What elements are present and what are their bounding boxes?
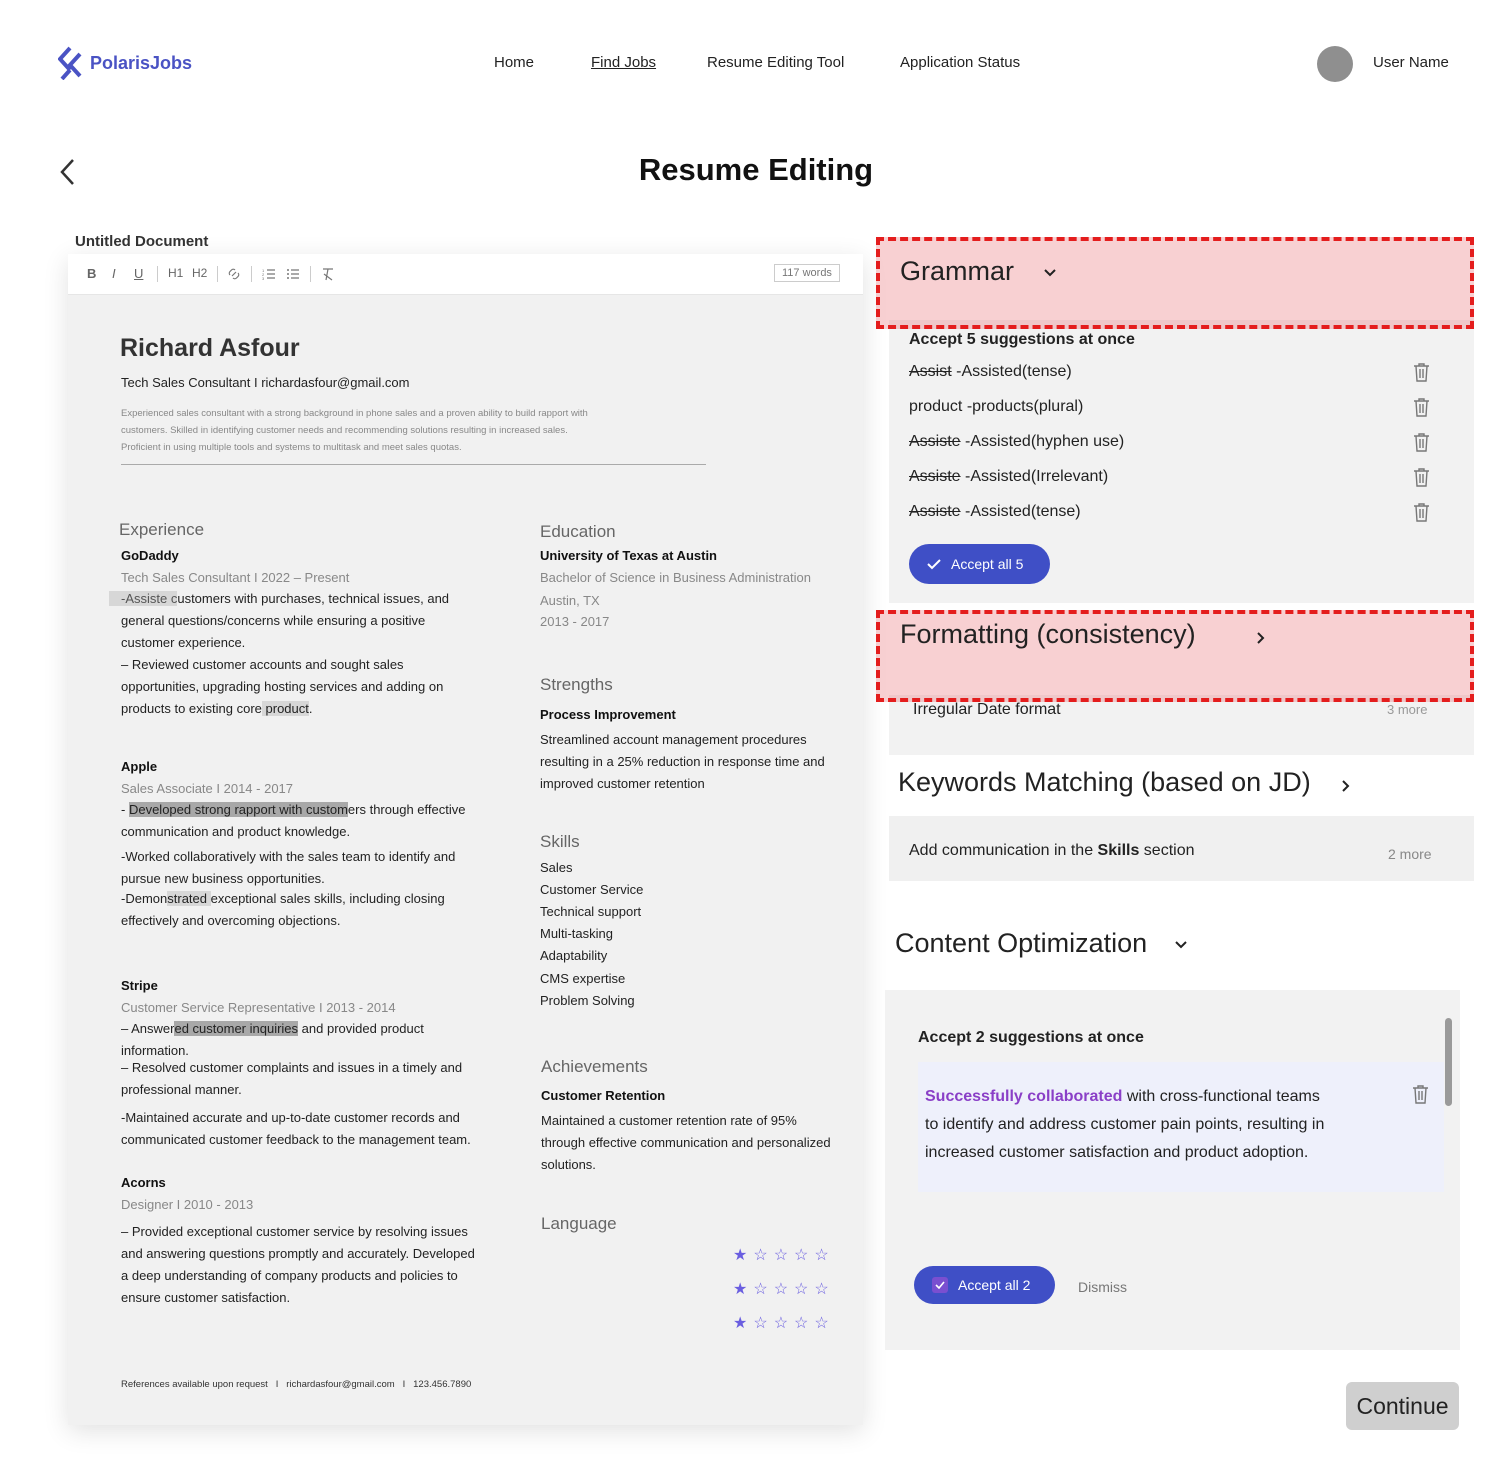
achievement-line: solutions. (541, 1157, 596, 1172)
grammar-suggestion[interactable]: Assist -Assisted(tense) (909, 363, 1072, 380)
experience-line: general questions/concerns while ensuring a positive (121, 613, 426, 628)
continue-button[interactable]: Continue (1346, 1382, 1459, 1430)
checkbox-checked-icon (932, 1277, 948, 1293)
trash-icon[interactable] (1413, 363, 1430, 382)
accept-all-grammar-button[interactable]: Accept all 5 (909, 544, 1050, 584)
experience-line: opportunities, upgrading hosting services and adding on (121, 679, 444, 694)
content-optimization-title[interactable]: Content Optimization (895, 928, 1148, 958)
nav-application-status[interactable]: Application Status (900, 54, 1021, 71)
experience-line: – Provided exceptional customer service by resolving issues (121, 1224, 468, 1239)
company-name: Stripe (121, 978, 158, 993)
chevron-right-icon[interactable] (1341, 779, 1351, 793)
language-rating-stars[interactable]: ★☆☆☆☆ (733, 1315, 835, 1332)
strength-line: improved customer retention (540, 776, 705, 791)
experience-line: – Answered customer inquiries and provided product (121, 1021, 424, 1036)
grammar-suggestion[interactable]: Assiste -Assisted(Irrelevant) (909, 468, 1109, 485)
bold-button[interactable]: B (87, 266, 97, 281)
trash-icon[interactable] (1413, 398, 1430, 417)
divider (121, 464, 706, 465)
experience-line: – Reviewed customer accounts and sought sales (121, 657, 404, 672)
grammar-title[interactable]: Grammar (900, 256, 1014, 286)
highlight-inquiries: ed customer inquiries (174, 1021, 299, 1036)
experience-line: products to existing core product. (121, 701, 313, 716)
experience-line: and answering questions promptly and accurately. Developed (121, 1246, 475, 1261)
highlight-assiste: -Assiste c (109, 591, 177, 606)
experience-line: -Assiste customers with purchases, technical issues, and (109, 588, 449, 610)
job-role: Customer Service Representative I 2013 - 2014 (121, 1000, 396, 1015)
link-icon[interactable] (227, 267, 241, 281)
brand-logo[interactable] (58, 46, 192, 80)
content-accept-heading: Accept 2 suggestions at once (918, 1029, 1144, 1046)
experience-line: -Worked collaboratively with the sales team to identify and (121, 849, 456, 864)
chevron-down-icon[interactable] (1043, 268, 1057, 278)
experience-line: a deep understanding of company products and policies to (121, 1268, 458, 1283)
content-suggestion-line: to identify and address customer pain points, resulting in (925, 1116, 1325, 1133)
experience-line: professional manner. (121, 1082, 242, 1097)
trash-icon[interactable] (1413, 468, 1430, 487)
experience-line: -Maintained accurate and up-to-date customer records and (121, 1110, 460, 1125)
word-count: 117 words (774, 264, 840, 282)
achievement-title: Customer Retention (541, 1088, 666, 1103)
experience-line: - Developed strong rapport with customers through effective (121, 802, 466, 817)
strengths-heading: Strengths (540, 675, 613, 694)
heading2-button[interactable]: H2 (192, 266, 208, 280)
education-years: 2013 - 2017 (540, 614, 610, 629)
resume-headline: Tech Sales Consultant I richardasfour@gmail.com (121, 375, 410, 390)
highlight-product: product (261, 701, 309, 716)
job-role: Designer I 2010 - 2013 (121, 1197, 254, 1212)
skill-item: Problem Solving (540, 993, 635, 1008)
skill-item: Customer Service (540, 882, 644, 897)
degree: Bachelor of Science in Business Administration (540, 570, 811, 585)
school-name: University of Texas at Austin (540, 548, 717, 563)
experience-line: -Demonstrated exceptional sales skills, including closing (121, 891, 445, 906)
chevron-right-icon[interactable] (1256, 631, 1266, 645)
achievement-line: Maintained a customer retention rate of 95% (541, 1113, 797, 1128)
polaris-logo-icon (58, 46, 84, 80)
grammar-suggestion[interactable]: Assiste -Assisted(hyphen use) (909, 433, 1125, 450)
summary-line: Experienced sales consultant with a strong background in phone sales and a proven ability to build rapport with (121, 408, 588, 419)
content-suggestion-line: Successfully collaborated with cross-functional teams (925, 1088, 1320, 1105)
skill-item: Sales (540, 860, 573, 875)
grammar-accept-heading: Accept 5 suggestions at once (909, 331, 1135, 348)
experience-heading: Experience (119, 520, 205, 539)
grammar-suggestion[interactable]: product -products(plural) (909, 398, 1084, 415)
experience-line: ensure customer satisfaction. (121, 1290, 291, 1305)
experience-line: customer experience. (121, 635, 246, 650)
experience-line: communication and product knowledge. (121, 824, 351, 839)
chevron-down-icon[interactable] (1174, 940, 1188, 950)
svg-text:3: 3 (262, 276, 265, 281)
content-suggestion-line: increased customer satisfaction and product adoption. (925, 1144, 1309, 1161)
resume-name: Richard Asfour (120, 334, 300, 362)
experience-line: effectively and overcoming objections. (121, 913, 341, 928)
education-heading: Education (540, 522, 616, 541)
accept-all-content-button[interactable]: Accept all 2 (914, 1266, 1055, 1304)
language-heading: Language (541, 1214, 617, 1233)
user-name[interactable]: User Name (1373, 54, 1449, 71)
experience-line: – Resolved customer complaints and issues in a timely and (121, 1060, 463, 1075)
skills-heading: Skills (540, 832, 580, 851)
ordered-list-icon[interactable] (262, 267, 276, 281)
nav-home[interactable]: Home (494, 54, 535, 71)
achievements-heading: Achievements (541, 1057, 648, 1076)
experience-line: pursue new business opportunities. (121, 871, 325, 886)
skill-item: Multi-tasking (540, 926, 613, 941)
skill-item: Technical support (540, 904, 642, 919)
resume-footer: References available upon request I richardasfour@gmail.com I 123.456.7890 (121, 1379, 472, 1390)
company-name: Apple (121, 759, 158, 774)
dismiss-button[interactable]: Dismiss (1078, 1279, 1127, 1295)
grammar-suggestion[interactable]: Assiste -Assisted(tense) (909, 503, 1081, 520)
resume-document[interactable] (68, 254, 863, 1425)
brand-name: PolarisJobs (90, 52, 193, 73)
experience-line: communicated customer feedback to the management team. (121, 1132, 471, 1147)
job-role: Tech Sales Consultant I 2022 – Present (121, 570, 350, 585)
formatting-more[interactable]: 3 more (1387, 702, 1428, 717)
document-title[interactable]: Untitled Document (75, 233, 209, 250)
keywords-title[interactable]: Keywords Matching (based on JD) (898, 767, 1311, 797)
editor-toolbar (68, 254, 863, 295)
content-highlight: Successfully collaborated (925, 1088, 1123, 1105)
nav-resume-editing-tool[interactable]: Resume Editing Tool (707, 54, 845, 71)
strength-line: Streamlined account management procedures (540, 732, 807, 747)
skill-item: CMS expertise (540, 971, 626, 986)
bullet-list-icon[interactable] (286, 267, 300, 281)
clear-format-icon[interactable] (321, 267, 335, 281)
summary-line: customers. Skilled in identifying customer needs and recommending solutions resulting in increased sales. (121, 425, 568, 436)
education-location: Austin, TX (540, 593, 600, 608)
skill-item: Adaptability (540, 948, 608, 963)
trash-icon[interactable] (1413, 433, 1430, 452)
scrollbar[interactable] (1445, 1018, 1452, 1106)
trash-icon[interactable] (1413, 503, 1430, 522)
page-title: Resume Editing (638, 152, 874, 187)
formatting-item[interactable]: Irregular Date format (913, 701, 1061, 718)
achievement-line: through effective communication and personalized (541, 1135, 831, 1150)
underline-button[interactable]: U (134, 266, 144, 281)
keywords-item[interactable]: Add communication in the Skills section (909, 842, 1195, 859)
strength-title: Process Improvement (540, 707, 676, 722)
trash-icon[interactable] (1412, 1085, 1429, 1104)
strength-line: resulting in a 25% reduction in response time and (540, 754, 825, 769)
highlight-strated: strated (167, 891, 211, 906)
check-icon (927, 558, 941, 570)
italic-button[interactable]: I (112, 266, 116, 281)
language-rating-stars[interactable]: ★☆☆☆☆ (733, 1281, 835, 1298)
svg-text:2: 2 (262, 272, 265, 277)
job-role: Sales Associate I 2014 - 2017 (121, 781, 294, 796)
avatar[interactable] (1317, 46, 1353, 82)
summary-line: Proficient in using multiple tools and systems to multitask and meet sales quotas. (121, 442, 462, 453)
language-rating-stars[interactable]: ★☆☆☆☆ (733, 1247, 835, 1264)
svg-text:1: 1 (262, 268, 265, 273)
nav-find-jobs[interactable]: Find Jobs (591, 54, 657, 71)
experience-line: information. (121, 1043, 189, 1058)
company-name: GoDaddy (121, 548, 179, 563)
formatting-title[interactable]: Formatting (consistency) (900, 619, 1196, 649)
highlight-rapport: Developed strong rapport with custom (128, 802, 348, 817)
keywords-more[interactable]: 2 more (1388, 846, 1432, 862)
company-name: Acorns (121, 1175, 166, 1190)
heading1-button[interactable]: H1 (168, 266, 184, 280)
